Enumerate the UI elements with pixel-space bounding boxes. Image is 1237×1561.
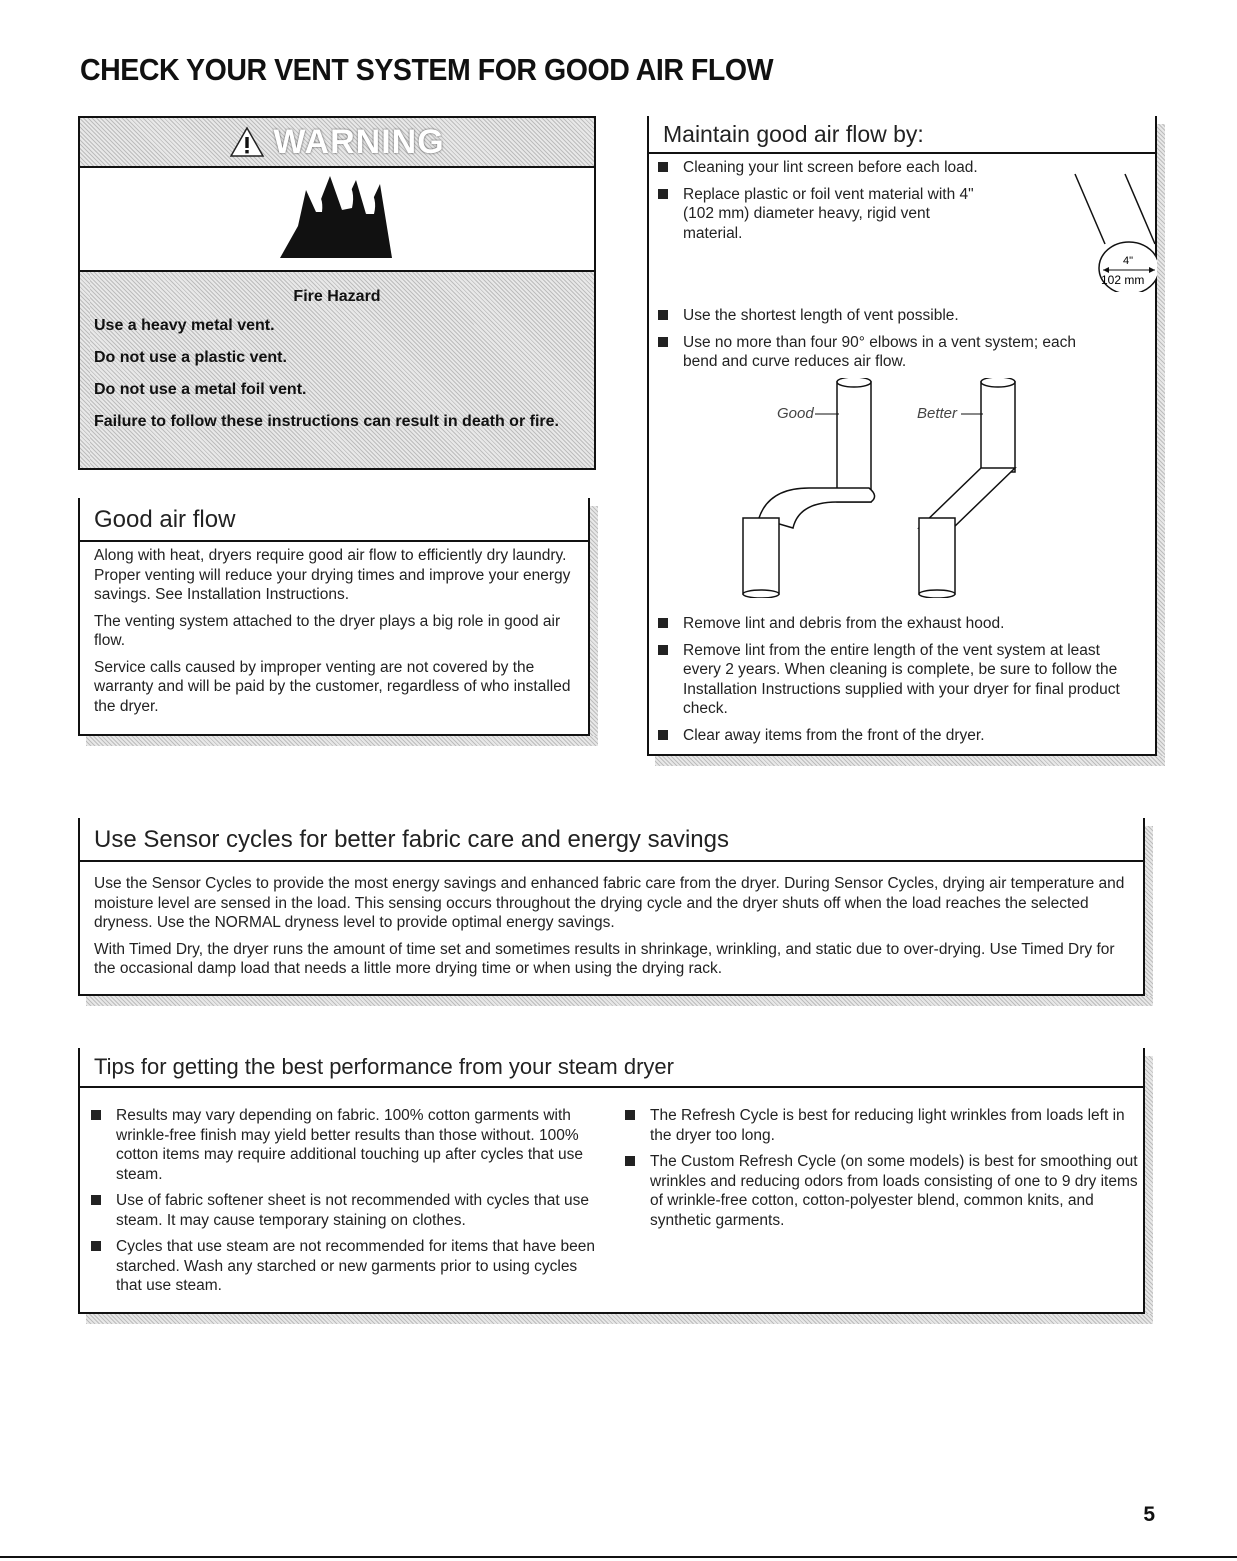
paragraph: The venting system attached to the dryer plays a big role in good air flow. [94,612,561,649]
good-air-flow-body [94,546,574,723]
vent-diameter-diagram [1069,172,1159,292]
warning-triangle-icon [229,126,265,158]
page-number: 5 [1143,1503,1155,1526]
warning-header [80,118,594,168]
maintain-list-mid [653,306,1093,379]
warning-line: Failure to follow these instructions can result in death or fire. [94,413,559,430]
list-item: The Refresh Cycle is best for reducing light wrinkles from loads left in the dryer too long. [620,1106,1140,1145]
list-item: Remove lint from the entire length of the vent system at least every 2 years. When cleaning is complete, be sure to follow the Installation Instructions supplied with your dryer for final product check. [653,641,1123,719]
paragraph: Service calls caused by improper venting are not covered by the warranty and will be paid by the customer, regardless of who installed the dryer. [94,658,571,715]
list-item: Remove lint and debris from the exhaust hood. [653,614,1123,634]
page-edge-rule [0,1556,1237,1558]
list-item: Cleaning your lint screen before each load. [653,158,1043,178]
maintain-list-bottom [653,614,1123,752]
box-shadow [86,1314,1153,1324]
sensor-header [80,818,1143,862]
list-item: Replace plastic or foil vent material with 4" (102 mm) diameter heavy, rigid vent material. [653,185,983,244]
label-better: Better [917,405,958,422]
tips-left-list [86,1106,606,1303]
hazard-label: Fire Hazard [293,288,381,305]
maintain-air-flow-box [647,116,1157,756]
warning-box [78,116,596,470]
tips-heading: Tips for getting the best performance from your steam dryer [94,1054,674,1079]
fire-hazard-pictogram [80,166,594,272]
warning-line: Do not use a metal foil vent. [94,381,307,398]
maintain-list-top [653,158,983,250]
diameter-label-in: 4" [1123,255,1134,267]
warning-line: Do not use a plastic vent. [94,349,287,366]
box-shadow [1157,124,1165,764]
diameter-label-mm: 102 mm [1101,273,1145,287]
box-shadow [86,736,598,746]
list-item: The Custom Refresh Cycle (on some models) is best for smoothing out wrinkles and reducing odors from loads consisting of one to 9 dry items of wrinkle-free cotton, cotton-polyester blend, common knits, and synthetic garments. [620,1152,1140,1230]
paragraph: Use the Sensor Cycles to provide the most energy savings and enhanced fabric care from the dryer. During Sensor Cycles, drying air temperature and moisture level are sensed in the load. This sensing occurs throughout the drying cycle and the dryer shuts off when the load reaches the selected dryness. Use the NORMAL dryness level to provide optimal energy savings. [94,875,1125,931]
paragraph: Along with heat, dryers require good air flow to efficiently dry laundry. Proper venting will reduce your drying times and improve your energy savings. See Installation Instructions. [94,547,571,603]
sensor-body [94,874,1134,986]
box-shadow [655,756,1165,766]
steam-tips-box [78,1048,1145,1314]
box-shadow [590,506,598,738]
paragraph: With Timed Dry, the dryer runs the amount of time set and sometimes results in shrinkage, wrinkling, and static due to over-drying. Use Timed Dry for the occasional damp load that needs a little more drying time or when using the drying rack. [94,940,1115,977]
list-item: Clear away items from the front of the dryer. [653,726,1123,746]
sensor-heading: Use Sensor cycles for better fabric care and energy savings [94,826,729,853]
list-item: Results may vary depending on fabric. 100% cotton garments with wrinkle-free finish may yield better results than those without. 100% cotton items may require additional touching up after cycles that use steam. [86,1106,606,1184]
sensor-cycles-box [78,818,1145,996]
box-shadow [1145,826,1153,1002]
maintain-heading: Maintain good air flow by: [663,121,924,147]
page-title: CHECK YOUR VENT SYSTEM FOR GOOD AIR FLOW [80,52,774,87]
maintain-header [649,116,1155,154]
warning-line: Use a heavy metal vent. [94,317,275,334]
fire-icon [80,166,594,270]
tips-right-list [620,1106,1140,1237]
warning-text [94,288,580,444]
good-air-flow-header [80,498,588,542]
box-shadow [86,996,1153,1006]
list-item: Use no more than four 90° elbows in a vent system; each bend and curve reduces air flow. [653,333,1093,372]
label-good: Good [777,405,814,422]
list-item: Use of fabric softener sheet is not recommended with cycles that use steam. It may cause temporary staining on clothes. [86,1191,606,1230]
list-item: Cycles that use steam are not recommended for items that have been starched. Wash any starched or new garments prior to using cycles that use steam. [86,1237,606,1296]
list-item: Use the shortest length of vent possible. [653,306,1093,326]
box-shadow [1145,1056,1153,1320]
good-air-flow-heading: Good air flow [94,506,236,533]
warning-title: WARNING [273,122,445,161]
tips-header [80,1048,1143,1088]
elbow-diagram [729,378,1049,598]
good-air-flow-box [78,498,590,736]
